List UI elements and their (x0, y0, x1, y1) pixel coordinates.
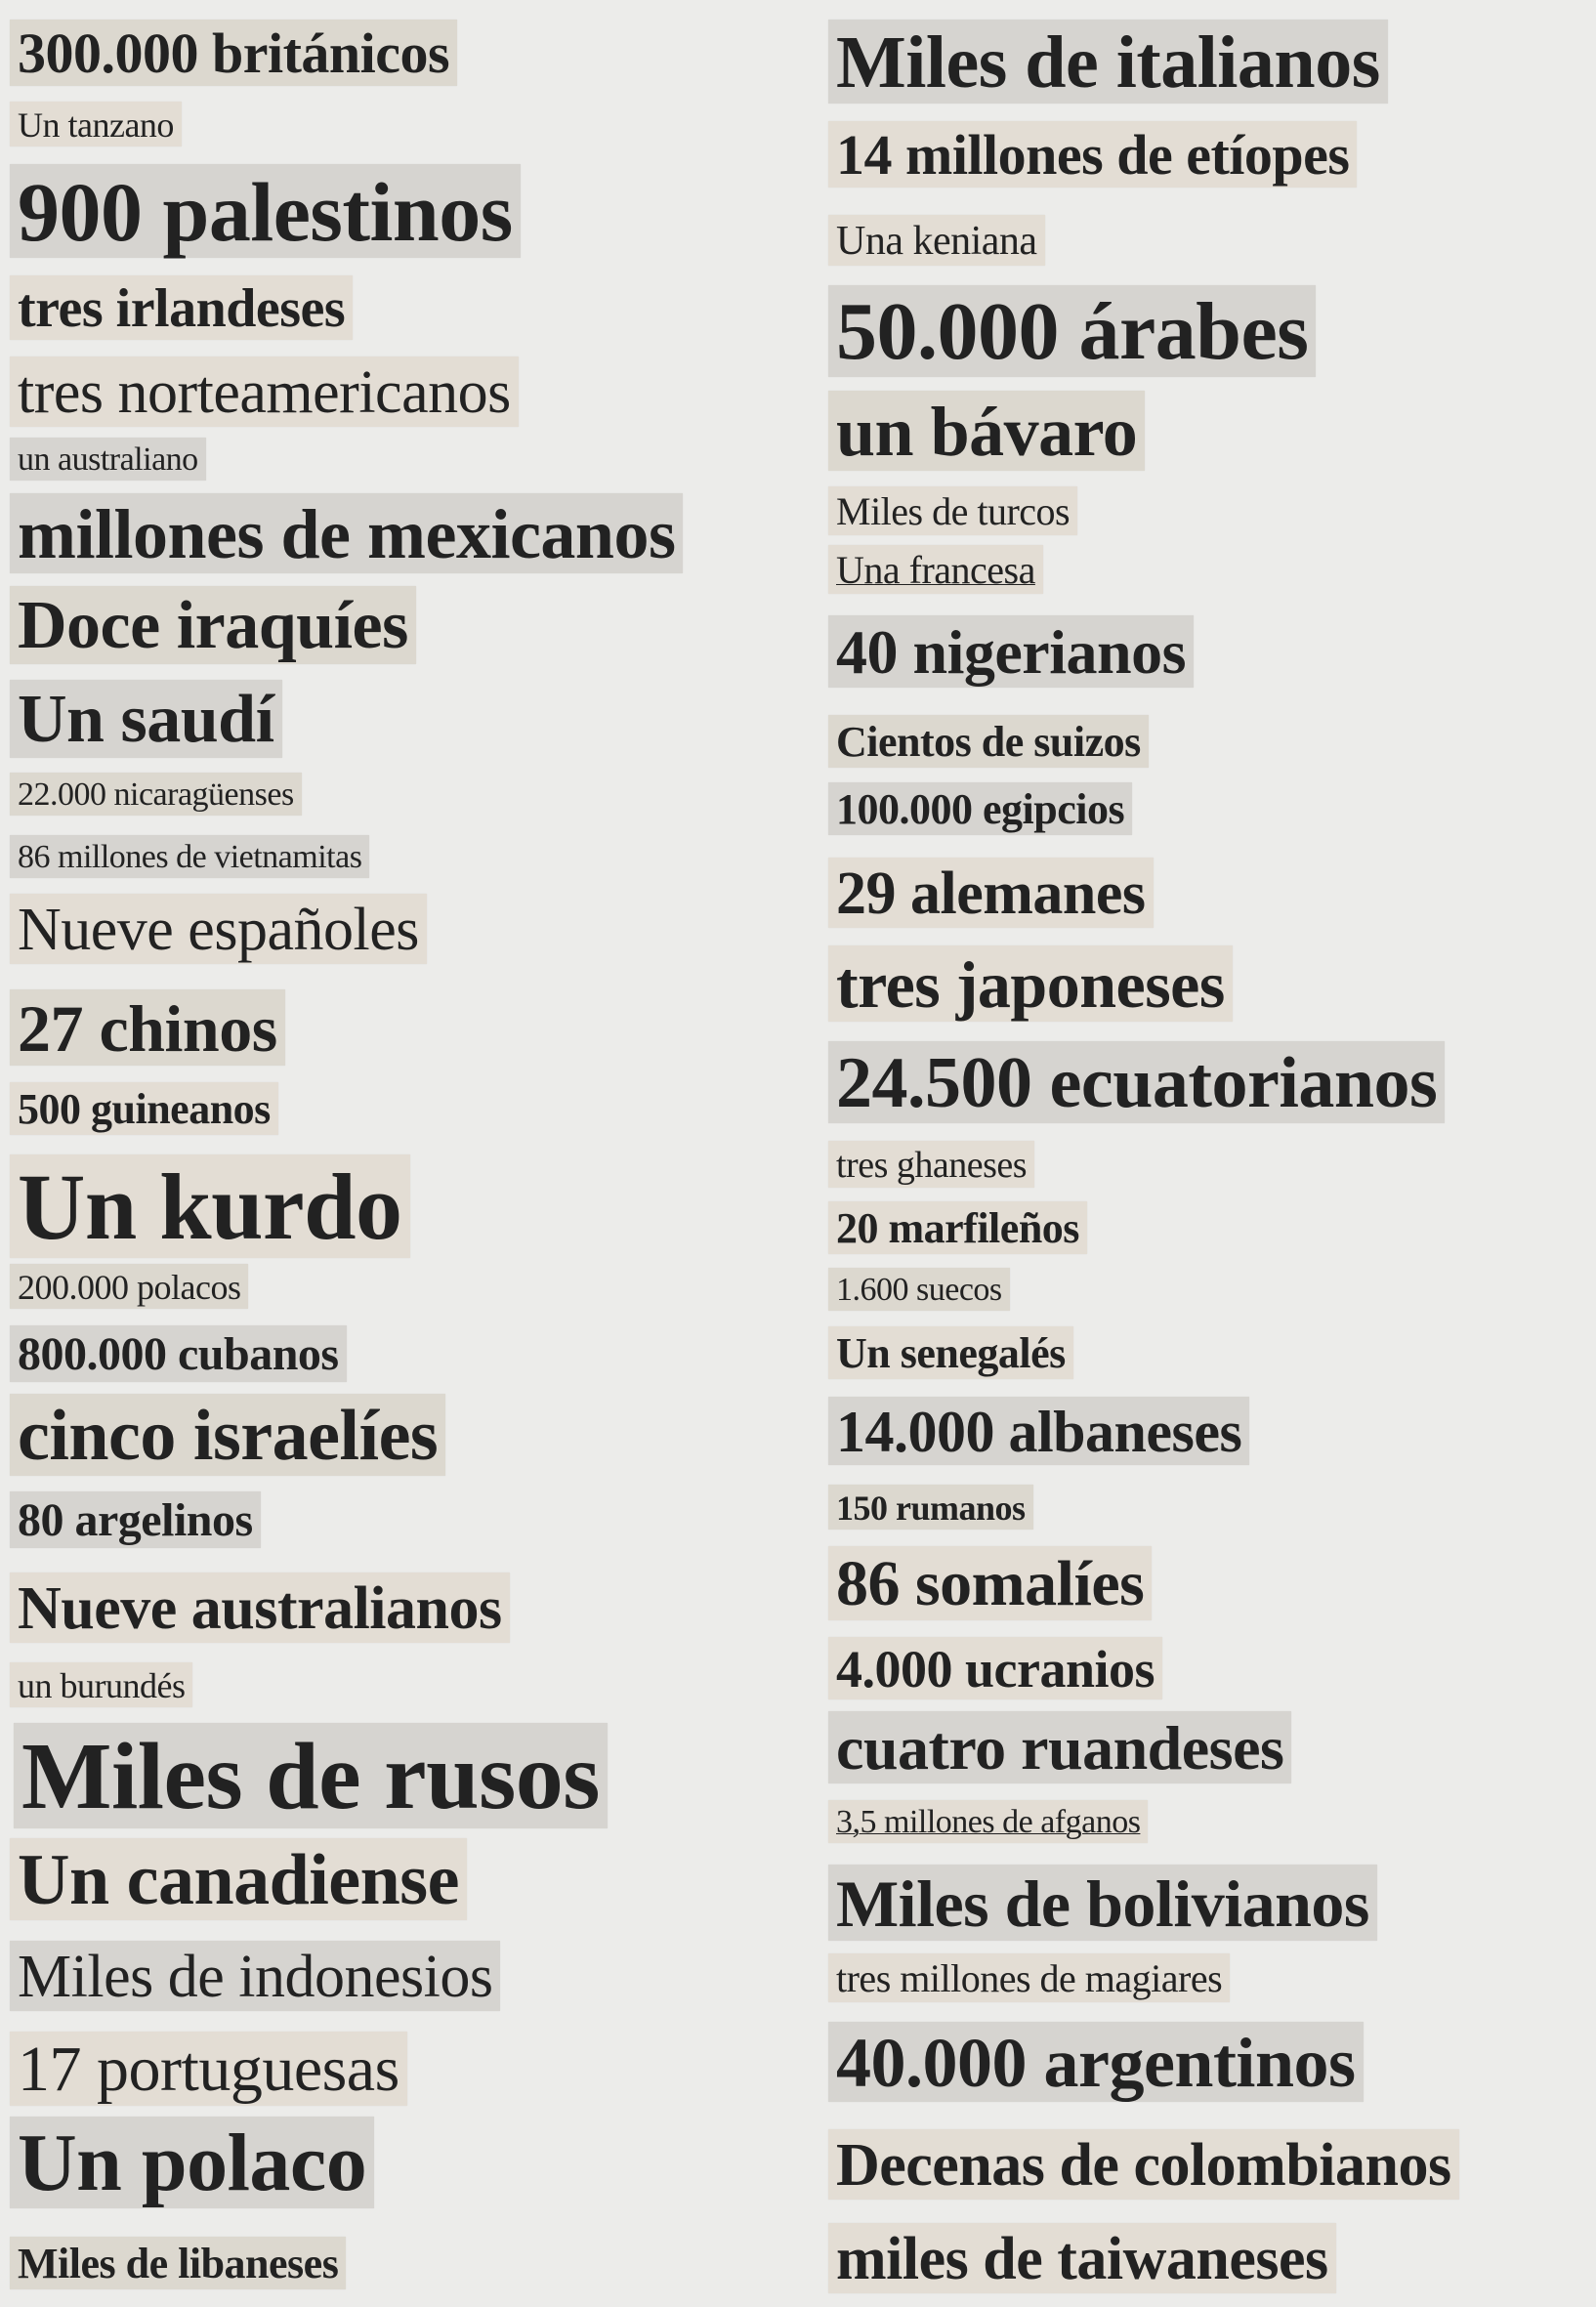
clipping: Decenas de colombianos (828, 2129, 1459, 2200)
clipping: tres millones de magiares (828, 1953, 1230, 2002)
clipping: un australiano (10, 438, 206, 481)
clipping: cuatro ruandeses (828, 1711, 1291, 1783)
clipping: Miles de rusos (14, 1723, 608, 1828)
clipping: 20 marfileños (828, 1201, 1087, 1254)
clipping: 24.500 ecuatorianos (828, 1041, 1445, 1123)
clipping: 80 argelinos (10, 1491, 261, 1548)
clipping: tres japoneses (828, 945, 1233, 1022)
clipping: 29 alemanes (828, 858, 1154, 928)
clipping: 100.000 egipcios (828, 782, 1132, 835)
clipping: 50.000 árabes (828, 285, 1316, 377)
clipping: Miles de turcos (828, 486, 1077, 535)
clipping: 27 chinos (10, 989, 285, 1066)
clipping: 17 portuguesas (10, 2032, 407, 2106)
clipping: 200.000 polacos (10, 1264, 248, 1309)
clipping: 500 guineanos (10, 1082, 278, 1135)
clipping: 22.000 nicaragüenses (10, 773, 302, 816)
clipping: 40.000 argentinos (828, 2022, 1364, 2102)
clipping: 40 nigerianos (828, 615, 1194, 688)
clipping: 4.000 ucranios (828, 1637, 1162, 1699)
clipping: 86 somalíes (828, 1546, 1152, 1620)
clipping: un burundés (10, 1662, 192, 1707)
clipping: tres irlandeses (10, 275, 353, 340)
clipping: Un canadiense (10, 1838, 467, 1920)
clipping: Nueve españoles (10, 894, 427, 964)
clipping: tres norteamericanos (10, 357, 519, 427)
clipping: 150 rumanos (828, 1485, 1033, 1530)
clipping: Una keniana (828, 215, 1045, 266)
clipping: 800.000 cubanos (10, 1325, 347, 1382)
clipping: millones de mexicanos (10, 493, 683, 573)
clipping: Un polaco (10, 2117, 374, 2208)
clipping: 900 palestinos (10, 164, 521, 258)
clipping: 14.000 albaneses (828, 1397, 1249, 1465)
clipping: Un tanzano (10, 102, 182, 147)
clipping: Miles de libaneses (10, 2237, 346, 2289)
clipping: Doce iraquíes (10, 586, 416, 664)
clipping: un bávaro (828, 391, 1145, 471)
clipping: Nueve australianos (10, 1573, 510, 1643)
clipping: Una francesa (828, 545, 1043, 594)
clipping: Cientos de suizos (828, 715, 1149, 768)
clipping: Un kurdo (10, 1154, 410, 1258)
clipping: miles de taiwaneses (828, 2223, 1336, 2293)
clipping: 1.600 suecos (828, 1268, 1010, 1311)
clipping: Miles de indonesios (10, 1941, 500, 2011)
clipping: Un senegalés (828, 1326, 1073, 1379)
clipping: Un saudí (10, 680, 282, 758)
clipping: cinco israelíes (10, 1394, 445, 1476)
clipping: Miles de italianos (828, 20, 1388, 104)
clipping: Miles de bolivianos (828, 1865, 1377, 1941)
clipping: 86 millones de vietnamitas (10, 835, 369, 878)
clipping: 14 millones de etíopes (828, 121, 1357, 188)
clipping: 3,5 millones de afganos (828, 1800, 1148, 1843)
clipping: 300.000 británicos (10, 20, 457, 86)
clipping: tres ghaneses (828, 1141, 1034, 1188)
